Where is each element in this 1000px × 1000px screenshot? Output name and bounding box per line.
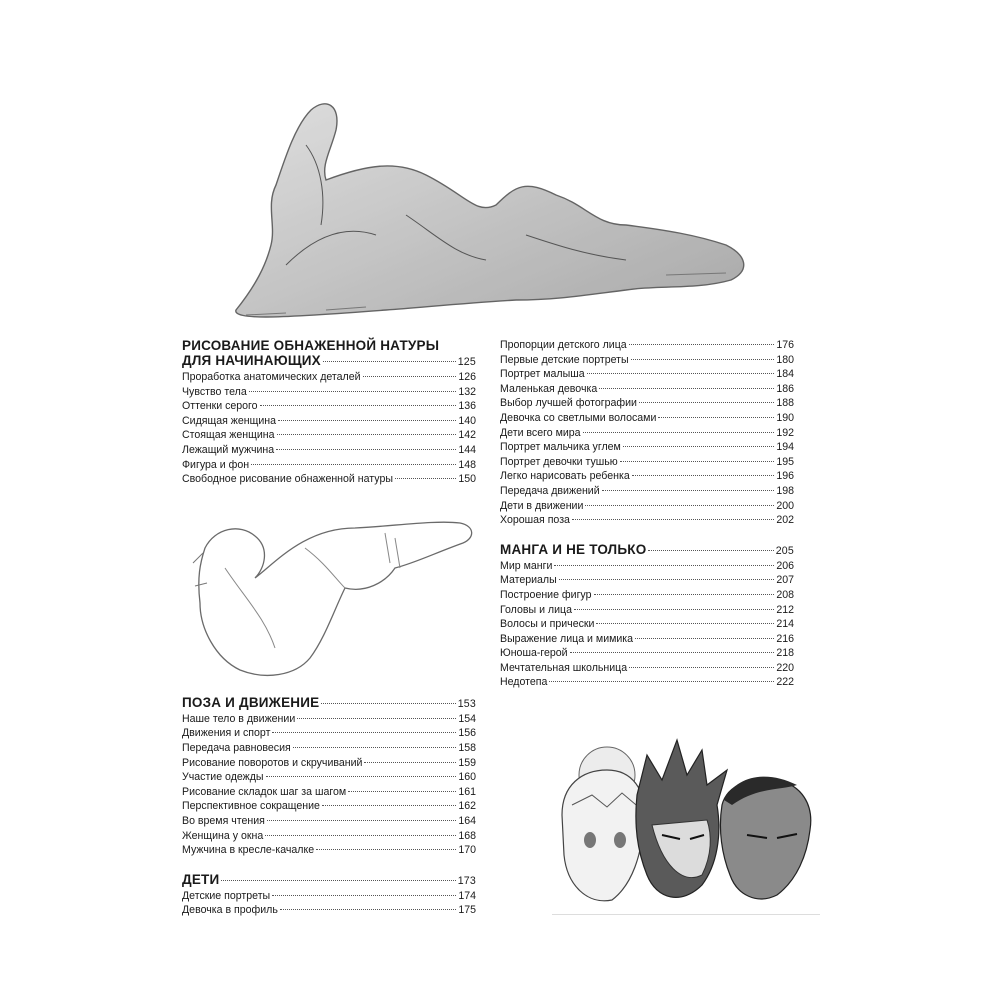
- toc-entry[interactable]: Мужчина в кресле-качалке 170: [182, 844, 476, 857]
- toc-entry[interactable]: Женщина у окна 168: [182, 829, 476, 842]
- toc-entry[interactable]: Мечтательная школьница 220: [500, 661, 794, 674]
- toc-entry[interactable]: Девочка со светлыми волосами 190: [500, 411, 794, 424]
- toc-section-children-continued: [500, 338, 794, 528]
- toc-entry[interactable]: Портрет девочки тушью 195: [500, 455, 794, 468]
- toc-entry[interactable]: Фигура и фон 148: [182, 458, 476, 471]
- toc-entry[interactable]: Мир манги 206: [500, 559, 794, 572]
- toc-left-column: [182, 338, 476, 918]
- toc-entry[interactable]: Легко нарисовать ребенка 196: [500, 470, 794, 483]
- toc-section-manga: [500, 542, 794, 690]
- toc-entry[interactable]: Портрет малыша 184: [500, 368, 794, 381]
- toc-entry[interactable]: Передача равновесия 158: [182, 741, 476, 754]
- toc-right-column: [500, 338, 794, 690]
- toc-entry[interactable]: Движения и спорт 156: [182, 727, 476, 740]
- toc-entry[interactable]: Участие одежды 160: [182, 771, 476, 784]
- toc-section-pose-movement: [182, 695, 476, 858]
- toc-entry[interactable]: Хорошая поза 202: [500, 514, 794, 527]
- toc-entry[interactable]: Детские портреты 174: [182, 889, 476, 902]
- toc-entry[interactable]: Лежащий мужчина 144: [182, 443, 476, 456]
- toc-entry[interactable]: Волосы и прически 214: [500, 618, 794, 631]
- toc-entry[interactable]: Свободное рисование обнаженной натуры 150: [182, 473, 476, 486]
- toc-entry[interactable]: Рисование поворотов и скручиваний 159: [182, 756, 476, 769]
- page-number: 153: [457, 697, 476, 710]
- toc-section-children: [182, 872, 476, 918]
- toc-entry[interactable]: Чувство тела 132: [182, 385, 476, 398]
- toc-entry[interactable]: Пропорции детского лица 176: [500, 339, 794, 351]
- toc-entry[interactable]: Дети всего мира 192: [500, 426, 794, 439]
- toc-entry[interactable]: Наше тело в движении 154: [182, 712, 476, 725]
- toc-entry[interactable]: Проработка анатомических деталей 126: [182, 371, 476, 383]
- page-number: 173: [457, 874, 476, 887]
- toc-entry[interactable]: Передача движений 198: [500, 484, 794, 497]
- toc-entry[interactable]: Юноша-герой 218: [500, 647, 794, 660]
- toc-section-nude-beginners: [182, 338, 476, 487]
- toc-entry[interactable]: Портрет мальчика углем 194: [500, 441, 794, 454]
- section-title-line: ДЕТИ: [182, 871, 220, 887]
- section-title-line: МАНГА И НЕ ТОЛЬКО: [500, 541, 647, 557]
- section-heading[interactable]: [182, 338, 476, 370]
- toc-entry[interactable]: Во время чтения 164: [182, 814, 476, 827]
- toc-entry[interactable]: Дети в движении 200: [500, 499, 794, 512]
- toc-entry[interactable]: Материалы 207: [500, 574, 794, 587]
- toc-entry[interactable]: Девочка в профиль 175: [182, 904, 476, 917]
- toc-entry[interactable]: Стоящая женщина 142: [182, 429, 476, 442]
- toc-entry[interactable]: Построение фигур 208: [500, 588, 794, 601]
- section-heading[interactable]: [182, 872, 476, 889]
- toc-entry[interactable]: Первые детские портреты 180: [500, 353, 794, 366]
- toc-entry[interactable]: Рисование складок шаг за шагом 161: [182, 785, 476, 798]
- page-number: 205: [775, 544, 794, 557]
- toc-entry[interactable]: Недотепа 222: [500, 676, 794, 689]
- section-heading[interactable]: [500, 542, 794, 559]
- toc-entry[interactable]: Выбор лучшей фотографии 188: [500, 397, 794, 410]
- toc-entry[interactable]: Сидящая женщина 140: [182, 414, 476, 427]
- section-title-line: ДЛЯ НАЧИНАЮЩИХ: [182, 353, 321, 368]
- toc-entry[interactable]: Головы и лица 212: [500, 603, 794, 616]
- reclining-figure-sketch: [226, 85, 756, 330]
- toc-entry[interactable]: Маленькая девочка 186: [500, 382, 794, 395]
- page-number: 125: [457, 356, 476, 368]
- section-title-line: РИСОВАНИЕ ОБНАЖЕННОЙ НАТУРЫ: [182, 338, 440, 353]
- toc-entry[interactable]: Перспективное сокращение 162: [182, 800, 476, 813]
- toc-entry[interactable]: Выражение лица и мимика 216: [500, 632, 794, 645]
- section-title-line: ПОЗА И ДВИЖЕНИЕ: [182, 694, 320, 710]
- section-heading[interactable]: [182, 695, 476, 712]
- manga-characters-illustration: [552, 735, 820, 915]
- toc-entry[interactable]: Оттенки серого 136: [182, 400, 476, 413]
